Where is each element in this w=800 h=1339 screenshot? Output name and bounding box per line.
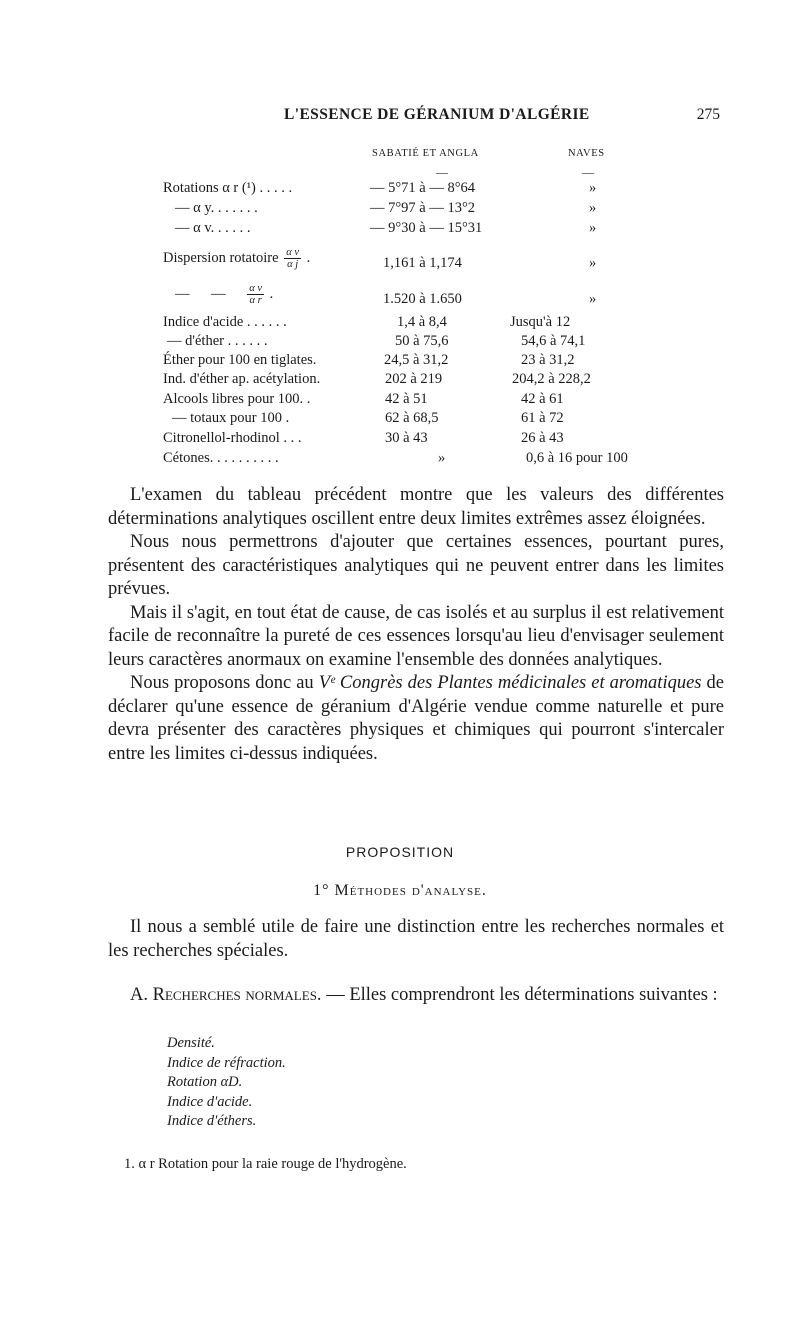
row-label xyxy=(175,283,273,306)
paragraph xyxy=(108,984,724,1008)
row-naves-value: 0,6 à 16 pour 100 xyxy=(526,450,628,466)
fraction-denominator: α j xyxy=(287,259,299,270)
discussion-text xyxy=(108,484,724,766)
row-sabatie-value: — 5°71 à — 8°64 xyxy=(370,180,476,196)
page-number: 275 xyxy=(696,106,720,123)
list-item: Densité. xyxy=(167,1035,215,1051)
row-sabatie-value: 1,4 à 8,4 xyxy=(397,314,447,330)
column-dash-naves: — xyxy=(582,165,594,179)
list-item: Rotation αD. xyxy=(167,1074,243,1090)
row-naves-value: » xyxy=(589,220,597,236)
fraction-denominator: α r xyxy=(249,295,262,306)
row-label-text: Dispersion rotatoire xyxy=(163,249,279,266)
row-sabatie-value: 62 à 68,5 xyxy=(385,410,439,426)
row-sabatie-value: — 9°30 à — 15°31 xyxy=(370,220,483,236)
list-item: Indice d'acide. xyxy=(167,1093,253,1110)
paragraph-text: Nous proposons donc au xyxy=(130,673,319,693)
row-naves-value: 42 à 61 xyxy=(521,391,564,407)
row-naves-value: 61 à 72 xyxy=(521,410,564,426)
fraction-numerator: α v xyxy=(249,283,263,294)
paragraph: Il nous a semblé utile de faire une distinction entre les recherches normales et les recherches spéciales. xyxy=(108,917,724,961)
column-header-naves: NAVES xyxy=(568,148,605,159)
row-sabatie-value: 202 à 219 xyxy=(385,371,443,387)
row-label: Éther pour 100 en tiglates. xyxy=(163,352,317,368)
list-item: Indice de réfraction. xyxy=(167,1054,286,1071)
paragraph-text: de déclarer qu'une essence de géranium d'Algérie vendue comme naturelle et pure devra présenter des caractères physiques et chimiques qui pourront s'intercaler entre les limites ci-dessus indiquées. xyxy=(108,673,725,764)
row-sabatie-value: 30 à 43 xyxy=(385,430,428,446)
column-dash-sabatie: — xyxy=(436,165,448,179)
row-sabatie-value: 1.520 à 1.650 xyxy=(383,291,462,307)
row-sabatie-value: » xyxy=(438,450,446,466)
running-title: L'ESSENCE DE GÉRANIUM D'ALGÉRIE xyxy=(284,106,590,123)
row-label xyxy=(163,247,310,270)
row-naves-value: 204,2 à 228,2 xyxy=(512,371,591,387)
fraction xyxy=(247,283,264,306)
determinations-list xyxy=(167,1034,286,1132)
row-label: — d'éther . . . . . . xyxy=(167,333,268,349)
row-sabatie-value: 42 à 51 xyxy=(385,391,428,407)
row-label: — α v. . . . . . xyxy=(175,220,251,236)
row-label-tail: . xyxy=(306,249,311,266)
row-naves-value: » xyxy=(589,200,597,216)
row-naves-value: » xyxy=(589,180,597,196)
row-label: Rotations α r (¹) . . . . . xyxy=(163,180,293,196)
row-label: Citronellol-rhodinol . . . xyxy=(163,430,302,446)
footnote: 1. α r Rotation pour la raie rouge de l'hydrogène. xyxy=(124,1156,407,1172)
row-label: — α y. . . . . . . xyxy=(175,200,258,216)
row-label: — totaux pour 100 . xyxy=(172,410,290,426)
row-naves-value: 26 à 43 xyxy=(521,430,564,446)
fraction xyxy=(284,247,301,270)
column-header-sabatie: SABATIÉ ET ANGLA xyxy=(372,148,479,159)
paragraph-text: — Elles comprendront les déterminations suivantes : xyxy=(321,985,718,1005)
row-naves-value: 23 à 31,2 xyxy=(521,352,575,368)
row-label-tail: . xyxy=(269,285,274,302)
row-sabatie-value: 24,5 à 31,2 xyxy=(384,352,449,368)
row-naves-value: Jusqu'à 12 xyxy=(510,314,571,330)
paragraph: Mais il s'agit, en tout état de cause, de cas isolés et au surplus il est relativement facile de reconnaître la pureté de ces essences lorsqu'au lieu d'envisager seulement leurs caractères anormaux on examine l'ensemble des données analytiques. xyxy=(108,602,724,670)
section-heading: PROPOSITION xyxy=(345,844,455,860)
row-sabatie-value: 1,161 à 1,174 xyxy=(383,255,462,271)
paragraph xyxy=(108,672,724,766)
row-sabatie-value: 50 à 75,6 xyxy=(395,333,449,349)
row-naves-value: » xyxy=(589,255,597,271)
row-naves-value: 54,6 à 74,1 xyxy=(521,333,586,349)
row-naves-value: » xyxy=(589,291,597,307)
normal-research-paragraph xyxy=(108,984,724,1008)
list-item: Indice d'éthers. xyxy=(167,1113,257,1129)
fraction-numerator: α v xyxy=(286,247,299,258)
row-sabatie-value: — 7°97 à — 13°2 xyxy=(370,200,476,216)
row-label: Alcools libres pour 100. . xyxy=(163,391,311,407)
methods-paragraph xyxy=(108,916,724,963)
subsection-heading: 1° Méthodes d'analyse. xyxy=(313,882,487,899)
paragraph-label: A. Recherches normales. xyxy=(130,985,322,1005)
paragraph: Nous nous permettrons d'ajouter que certaines essences, pourtant pures, présentent des caractéristiques analytiques qui ne peuvent entrer dans les limites prévues. xyxy=(108,532,724,599)
paragraph: L'examen du tableau précédent montre que les valeurs des différentes déterminations analytiques oscillent entre deux limites extrêmes assez éloignées. xyxy=(108,485,724,529)
row-label: Indice d'acide . . . . . . xyxy=(163,314,287,330)
congress-name: Vᵉ Congrès des Plantes médicinales et aromatiques xyxy=(318,673,702,693)
running-head xyxy=(160,106,720,130)
row-label: Cétones. . . . . . . . . . xyxy=(163,450,279,466)
row-label-text: — — xyxy=(175,285,226,302)
row-label: Ind. d'éther ap. acétylation. xyxy=(163,371,321,387)
